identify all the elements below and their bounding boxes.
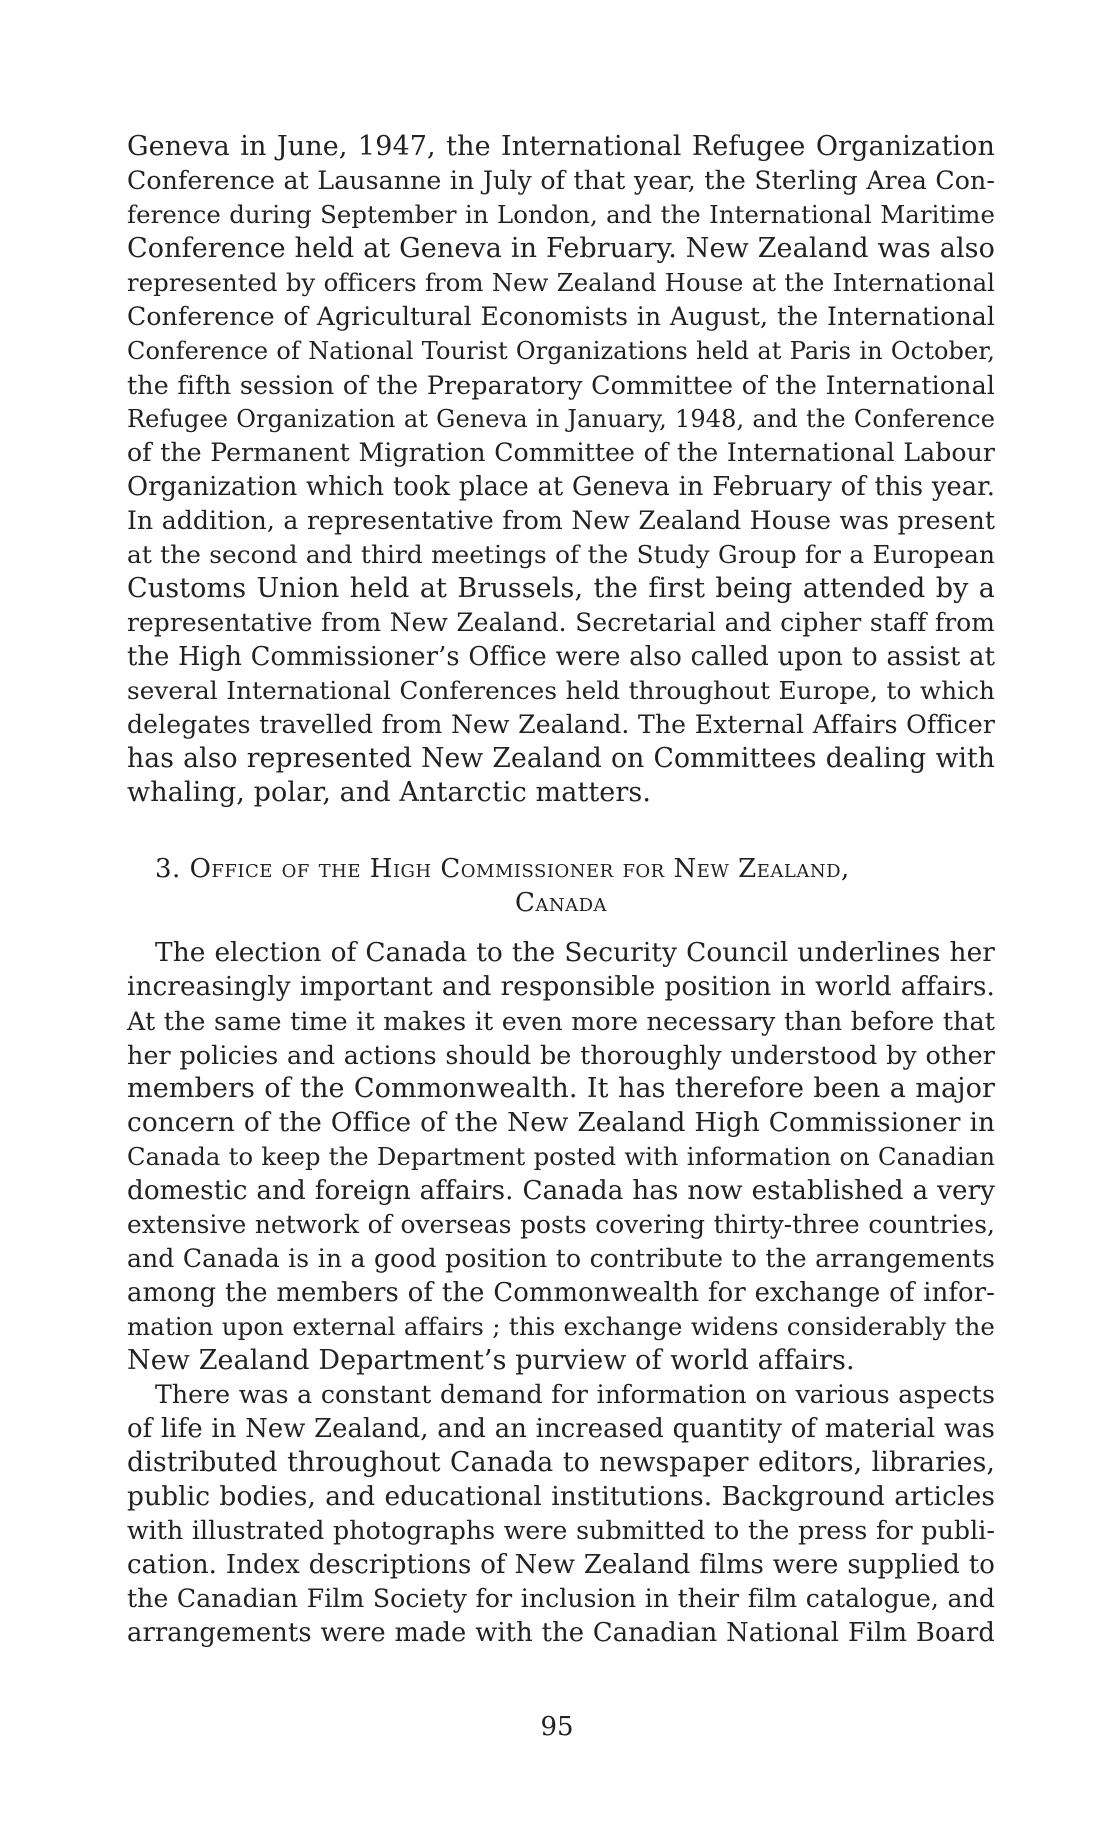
text-line: and Canada is in a good position to contribute to the arrangements [127, 1244, 995, 1273]
text-line: has also represented New Zealand on Committees dealing with [127, 743, 995, 774]
text-line: of the Permanent Migration Committee of the International Labour [127, 438, 995, 467]
text-line: whaling, polar, and Antarctic matters. [127, 777, 652, 808]
section-heading-line-1: 3. Office of the High Commissioner for New Zealand, [155, 854, 850, 884]
text-line: ference during September in London, and the International Maritime [127, 200, 995, 229]
text-line: cation. Index descriptions of New Zealand films were supplied to [127, 1550, 995, 1580]
text-line: The election of Canada to the Security Council underlines her [155, 938, 995, 968]
text-line: Canada to keep the Department posted with information on Canadian [127, 1143, 995, 1171]
text-line: Geneva in June, 1947, the International Refugee Organization [127, 131, 995, 162]
text-line: At the same time it makes it even more necessary than before that [127, 1006, 995, 1036]
text-line: Conference of Agricultural Economists in August, the International [127, 302, 995, 331]
text-line: several International Conferences held throughout Europe, to which [127, 676, 995, 705]
text-line: In addition, a representative from New Zealand House was present [127, 506, 995, 535]
text-line: the fifth session of the Preparatory Committee of the International [127, 370, 995, 400]
text-line: domestic and foreign affairs. Canada has now established a very [127, 1176, 995, 1206]
text-line: her policies and actions should be thoroughly understood by other [127, 1040, 995, 1070]
text-line: New Zealand Department’s purview of world affairs. [127, 1345, 855, 1376]
text-line: at the second and third meetings of the Study Group for a European [127, 540, 995, 569]
text-line: Customs Union held at Brussels, the first being attended by a [127, 573, 995, 604]
text-line: the High Commissioner’s Office were also called upon to assist at [127, 642, 995, 672]
section-heading-line-2: Canada [514, 888, 608, 918]
text-line: extensive network of overseas posts covering thirty-three countries, [127, 1210, 995, 1239]
text-line: of life in New Zealand, and an increased quantity of material was [127, 1414, 995, 1444]
text-line: Conference at Lausanne in July of that year, the Sterling Area Con- [127, 166, 995, 195]
page-number: 95 [540, 1712, 574, 1742]
text-line: representative from New Zealand. Secretarial and cipher staff from [127, 608, 995, 637]
text-line: Refugee Organization at Geneva in January, 1948, and the Conference [127, 405, 995, 433]
paragraph-information-demand [127, 1378, 995, 1650]
text-line: distributed throughout Canada to newspaper editors, libraries, [127, 1447, 995, 1478]
paragraph-security-council [127, 936, 995, 1378]
text-line: public bodies, and educational institutions. Background articles [127, 1481, 995, 1512]
text-line: increasingly important and responsible position in world affairs. [127, 972, 995, 1002]
text-line: with illustrated photographs were submitted to the press for publi- [127, 1516, 995, 1545]
text-line: concern of the Office of the New Zealand High Commissioner in [127, 1108, 995, 1138]
text-line: mation upon external affairs ; this exchange widens considerably the [127, 1312, 995, 1341]
text-line: among the members of the Commonwealth for exchange of infor- [127, 1278, 995, 1308]
text-line: delegates travelled from New Zealand. The External Affairs Officer [127, 710, 995, 739]
section-heading [127, 852, 995, 920]
text-line: Organization which took place at Geneva in February of this year. [127, 472, 995, 502]
text-line: Conference held at Geneva in February. New Zealand was also [127, 233, 995, 264]
text-line: members of the Commonwealth. It has therefore been a major [127, 1073, 995, 1104]
paragraph-conferences [127, 130, 995, 810]
text-line: represented by officers from New Zealand House at the International [127, 268, 995, 297]
text-line: Conference of National Tourist Organizations held at Paris in October, [127, 337, 995, 365]
text-line: arrangements were made with the Canadian National Film Board [127, 1618, 995, 1648]
text-line: the Canadian Film Society for inclusion in their film catalogue, and [127, 1584, 995, 1613]
text-line: There was a constant demand for information on various aspects [155, 1380, 995, 1409]
